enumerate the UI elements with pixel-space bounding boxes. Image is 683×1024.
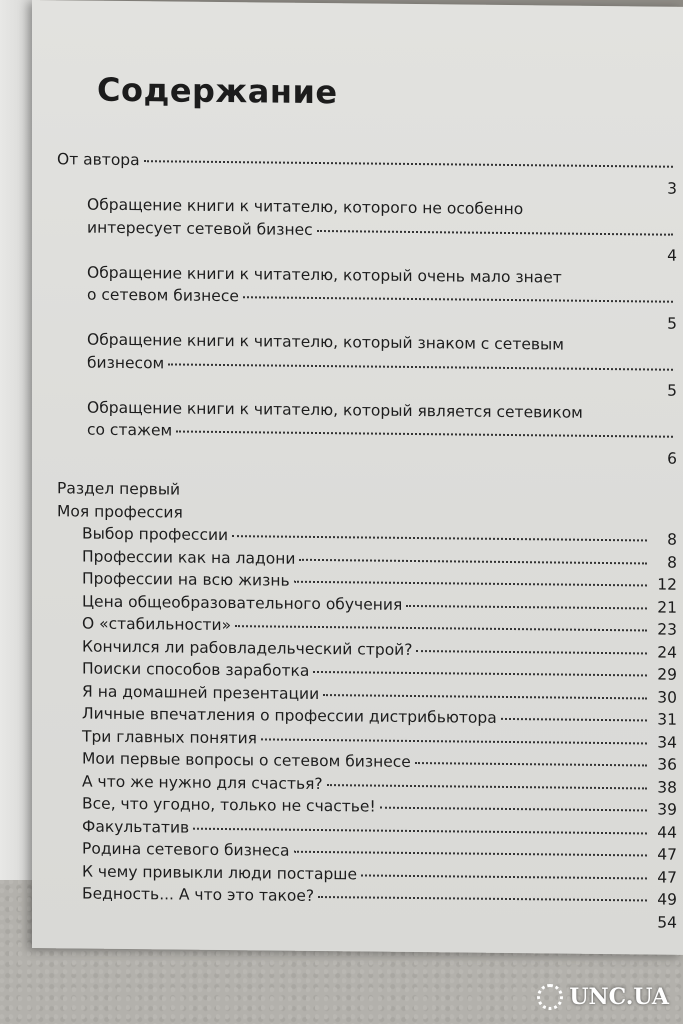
- toc-item-text: Профессии как на ладони: [82, 547, 296, 568]
- page-number: 24: [657, 643, 677, 662]
- page-number: 44: [657, 823, 677, 842]
- book-page: [32, 0, 683, 955]
- toc-item-text: Я на домашней презентации: [82, 682, 320, 703]
- page-number: 39: [657, 800, 677, 819]
- page-number: 6: [667, 449, 677, 468]
- toc-item-text: А что же нужно для счастья?: [82, 772, 323, 793]
- toc-item-text: Все, что угодно, только не счастье!: [82, 794, 376, 816]
- toc-item: [82, 905, 677, 934]
- toc-item-text: К чему привыкли люди постарше: [82, 862, 358, 883]
- page-number: 12: [657, 575, 677, 594]
- dot-leader: [406, 604, 647, 609]
- dot-leader: [361, 874, 647, 879]
- toc-entry: [57, 261, 677, 335]
- toc-entry-text: Обращение книги к читателю, который является сетевиком: [87, 398, 583, 422]
- toc-entry-text: Обращение книги к читателю, который очень мало знает: [87, 263, 562, 287]
- dot-leader: [318, 896, 647, 901]
- toc-entry-text: со стажем: [87, 420, 173, 440]
- dot-leader: [380, 807, 647, 812]
- dot-leader: [243, 296, 673, 303]
- intro-entries: [57, 148, 677, 469]
- dot-leader: [294, 581, 647, 587]
- toc-item-text: Выбор профессии: [82, 524, 229, 545]
- page-number: 47: [657, 845, 677, 864]
- toc-item-text: Три главных понятия: [82, 727, 257, 747]
- dot-leader: [501, 718, 647, 722]
- toc-entry-text: о сетевом бизнесе: [87, 285, 239, 306]
- toc-item-text: О «стабильности»: [82, 614, 232, 635]
- section-items: [57, 522, 677, 933]
- dot-leader: [416, 650, 647, 654]
- toc-entry: [57, 396, 677, 470]
- sun-logo-icon: [537, 984, 563, 1010]
- page-number: 23: [657, 620, 677, 639]
- toc-item-text: Поиски способов заработка: [82, 659, 310, 680]
- toc-entry-text: Обращение книги к читателю, которого не особенно: [87, 195, 524, 219]
- dot-leader: [294, 851, 647, 857]
- dot-leader: [235, 625, 647, 631]
- page-number: 47: [657, 868, 677, 887]
- toc-entry: [57, 148, 677, 199]
- page-number: 3: [667, 179, 677, 198]
- toc-entry-text: интересует сетевой бизнес: [87, 218, 313, 239]
- toc-entry-text: Обращение книги к читателю, который знаком с сетевым: [87, 330, 564, 354]
- toc-item-text: Мои первые вопросы о сетевом бизнесе: [82, 749, 411, 771]
- toc-item-text: Факультатив: [82, 817, 190, 837]
- toc-item-text: Родина сетевого бизнеса: [82, 839, 290, 860]
- page-number: 38: [657, 778, 677, 797]
- dot-leader: [327, 784, 647, 789]
- page-number: 34: [657, 733, 677, 752]
- section-label: Раздел первый: [57, 479, 181, 499]
- toc-entry-text: От автора: [57, 150, 140, 170]
- page-number: 5: [667, 314, 677, 333]
- page-number: 29: [657, 665, 677, 684]
- page-number: 54: [657, 913, 677, 932]
- watermark: [537, 984, 669, 1010]
- page-number: 30: [657, 688, 677, 707]
- dot-leader: [168, 363, 673, 370]
- toc-entry-text: бизнесом: [87, 353, 165, 372]
- page-number: 49: [657, 890, 677, 909]
- watermark-text: UNC.UA: [569, 984, 669, 1010]
- dot-leader: [176, 431, 673, 438]
- page-number: 5: [667, 381, 677, 400]
- page-title: Содержание: [97, 70, 338, 112]
- table-of-contents: [57, 148, 677, 933]
- dot-leader: [323, 694, 647, 699]
- dot-leader: [313, 671, 647, 676]
- dot-leader: [261, 738, 647, 744]
- toc-item-text: Кончился ли рабовладельческий строй?: [82, 637, 413, 659]
- dot-leader: [415, 762, 647, 766]
- page-number-row: [87, 441, 677, 470]
- dot-leader: [299, 558, 647, 564]
- dot-leader: [232, 535, 647, 541]
- page-number: 8: [667, 553, 677, 572]
- page-number: 36: [657, 755, 677, 774]
- page-number: 31: [657, 710, 677, 729]
- dot-leader: [317, 229, 673, 235]
- toc-entry: [57, 328, 677, 402]
- section-name: Моя профессия: [57, 501, 183, 522]
- page-number: 21: [657, 598, 677, 617]
- toc-entry: [57, 193, 677, 267]
- toc-item-text: Профессии на всю жизнь: [82, 569, 290, 590]
- page-number: 4: [667, 246, 677, 265]
- toc-item-text: Цена общеобразовательного обучения: [82, 592, 403, 614]
- page-number: 8: [667, 530, 677, 549]
- dot-leader: [193, 827, 647, 834]
- toc-item-text: Личные впечатления о профессии дистрибьютора: [82, 704, 497, 727]
- toc-item-text: Бедность... А что это такое?: [82, 884, 315, 905]
- dot-leader: [144, 160, 673, 168]
